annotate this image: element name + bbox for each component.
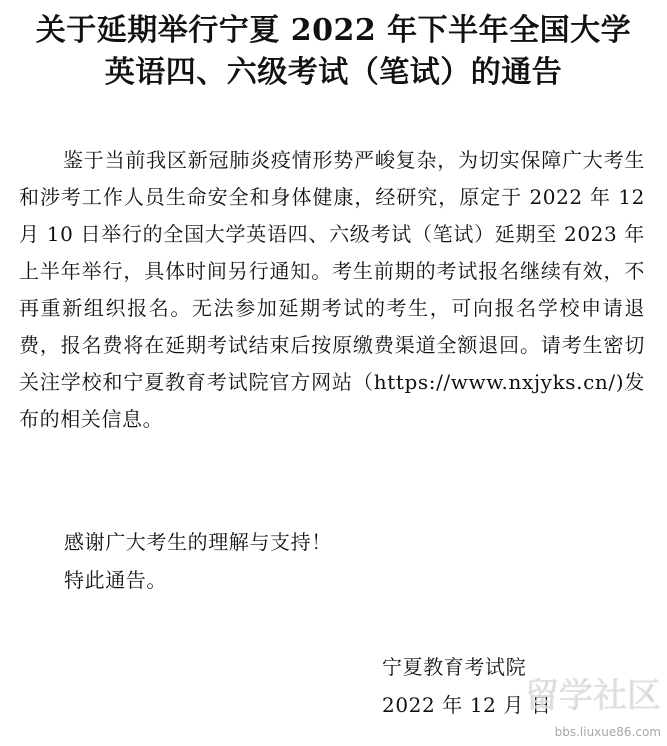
signature-organization: 宁夏教育考试院 [382,655,527,679]
signature-date: 2022 年 12 月 日 [382,693,552,717]
thanks-line: 感谢广大考生的理解与支持！ [64,530,332,554]
document-title [0,10,667,94]
notice-line: 特此通告。 [64,568,167,592]
watermark-url: bbs.liuxue86.com [554,725,661,739]
title-line-1: 关于延期举行宁夏 2022 年下半年全国大学 [35,13,632,48]
title-line-2: 英语四、六级考试（笔试）的通告 [104,55,563,90]
main-paragraph: 鉴于当前我区新冠肺炎疫情形势严峻复杂，为切实保障广大考生和涉考工作人员生命安全和身体健康，经研究，原定于 2022 年 12 月 10 日举行的全国大学英语四、六级考试（笔试）延期至 2023 年上半年举行，具体时间另行通知。考生前期的考试报名继续有效，不再重新组织报名。无法参加延期考试的考生，可向报名学校申请退费，报名费将在延期考试结束后按原缴费渠道全额退回。请考生密切关注学校和宁夏教育考试院官方网站（https://www.nxjyks.cn/)发布的相关信息。 [19,148,645,431]
signature-block [382,648,552,724]
document-body [19,142,645,438]
watermark-logo-text: 留学社区 [525,676,661,716]
